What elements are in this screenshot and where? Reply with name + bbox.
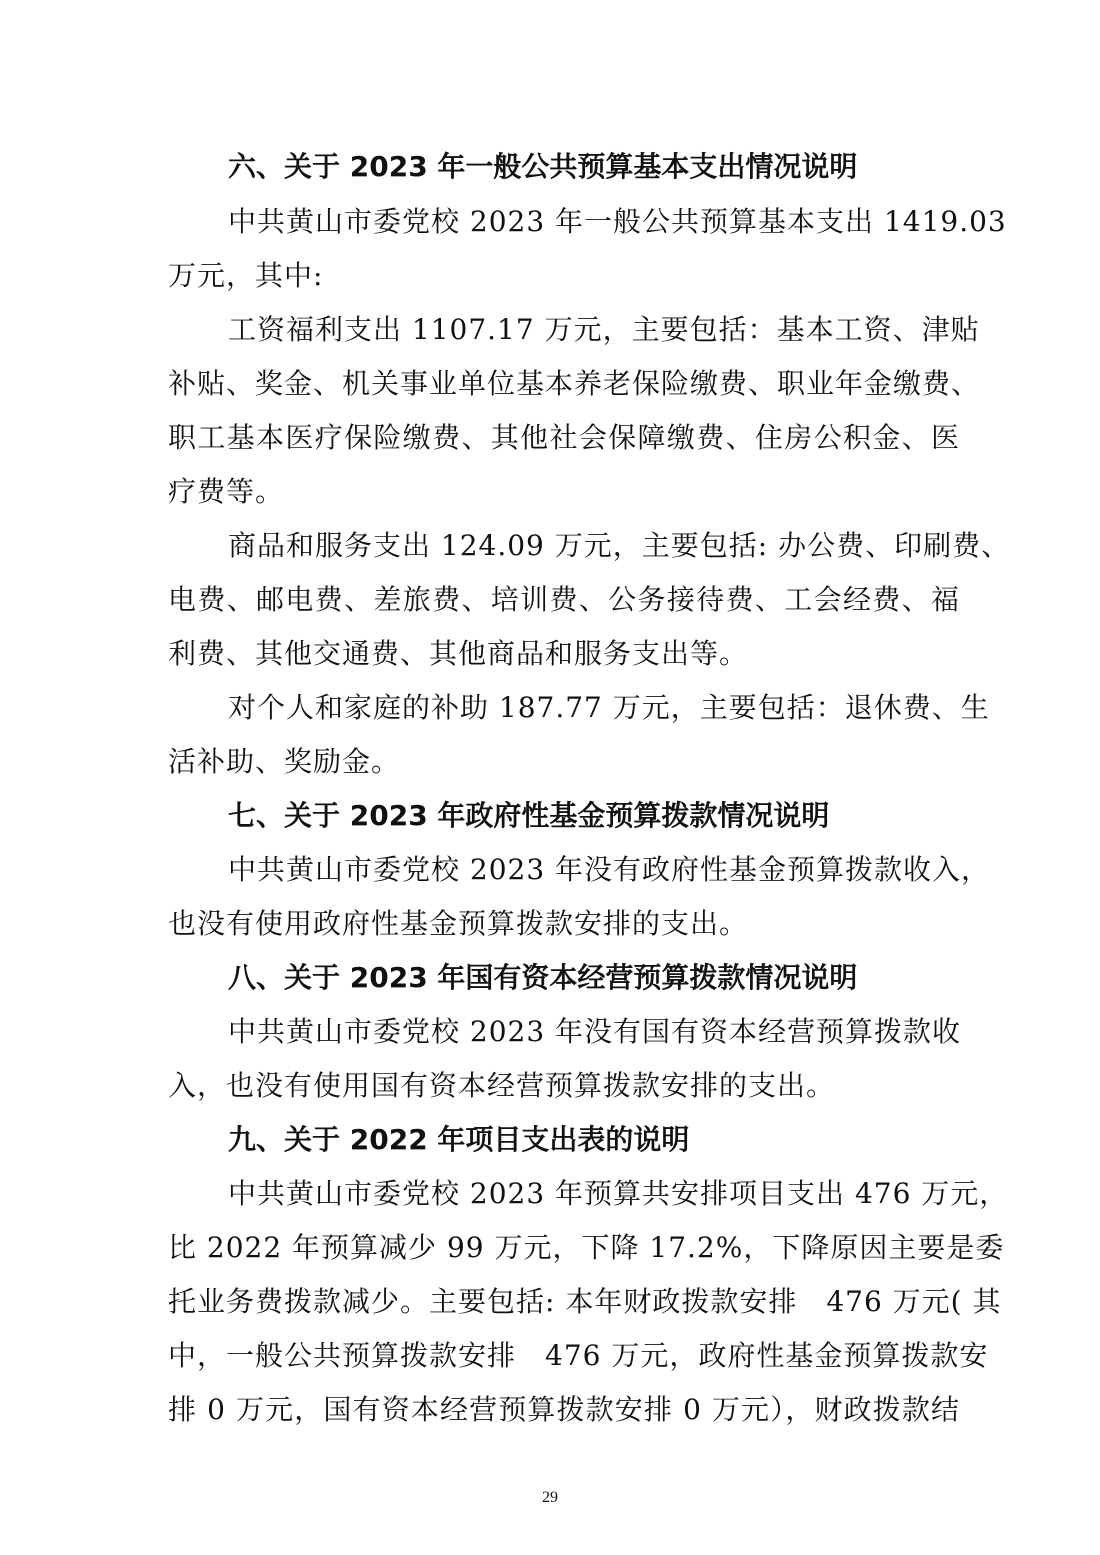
paragraph-line: 活补助、奖励金。 — [168, 745, 401, 778]
section-heading: 九、关于 2022 年项目支出表的说明 — [228, 1123, 690, 1156]
paragraph-line: 中共黄山市委党校 2023 年没有政府性基金预算拨款收入， — [228, 853, 991, 886]
paragraph-line: 入，也没有使用国有资本经营预算拨款安排的支出。 — [168, 1069, 836, 1102]
paragraph-line: 疗费等。 — [168, 475, 285, 508]
page-number: 29 — [542, 1489, 558, 1506]
paragraph-line: 万元，其中: — [168, 259, 324, 292]
section-heading: 七、关于 2023 年政府性基金预算拨款情况说明 — [228, 799, 830, 832]
section-heading: 六、关于 2023 年一般公共预算基本支出情况说明 — [228, 150, 858, 183]
paragraph-line: 职工基本医疗保险缴费、其他社会保障缴费、住房公积金、医 — [168, 421, 960, 454]
paragraph-line: 对个人和家庭的补助 187.77 万元，主要包括：退休费、生 — [228, 691, 990, 724]
paragraph-line: 工资福利支出 1107.17 万元，主要包括：基本工资、津贴 — [228, 313, 980, 346]
paragraph-line: 比 2022 年预算减少 99 万元，下降 17.2%，下降原因主要是委 — [168, 1231, 1005, 1264]
paragraph-line: 中共黄山市委党校 2023 年一般公共预算基本支出 1419.03 — [228, 205, 1007, 238]
paragraph-line: 补贴、奖金、机关事业单位基本养老保险缴费、职业年金缴费、 — [168, 367, 981, 400]
paragraph-line: 电费、邮电费、差旅费、培训费、公务接待费、工会经费、福 — [168, 583, 960, 616]
paragraph-line: 商品和服务支出 124.09 万元，主要包括: 办公费、印刷费、 — [228, 529, 1011, 562]
paragraph-line: 也没有使用政府性基金预算拨款安排的支出。 — [168, 907, 749, 940]
paragraph-line: 中共黄山市委党校 2023 年没有国有资本经营预算拨款收 — [228, 1015, 962, 1048]
section-heading: 八、关于 2023 年国有资本经营预算拨款情况说明 — [228, 961, 858, 994]
paragraph-line: 中共黄山市委党校 2023 年预算共安排项目支出 476 万元， — [228, 1177, 1009, 1210]
paragraph-line: 中，一般公共预算拨款安排 476 万元，政府性基金预算拨款安 — [168, 1339, 989, 1372]
paragraph-line: 托业务费拨款减少。主要包括: 本年财政拨款安排 476 万元( 其 — [168, 1285, 1002, 1318]
paragraph-line: 排 0 万元，国有资本经营预算拨款安排 0 万元），财政拨款结 — [168, 1393, 960, 1426]
paragraph-line: 利费、其他交通费、其他商品和服务支出等。 — [168, 637, 749, 670]
